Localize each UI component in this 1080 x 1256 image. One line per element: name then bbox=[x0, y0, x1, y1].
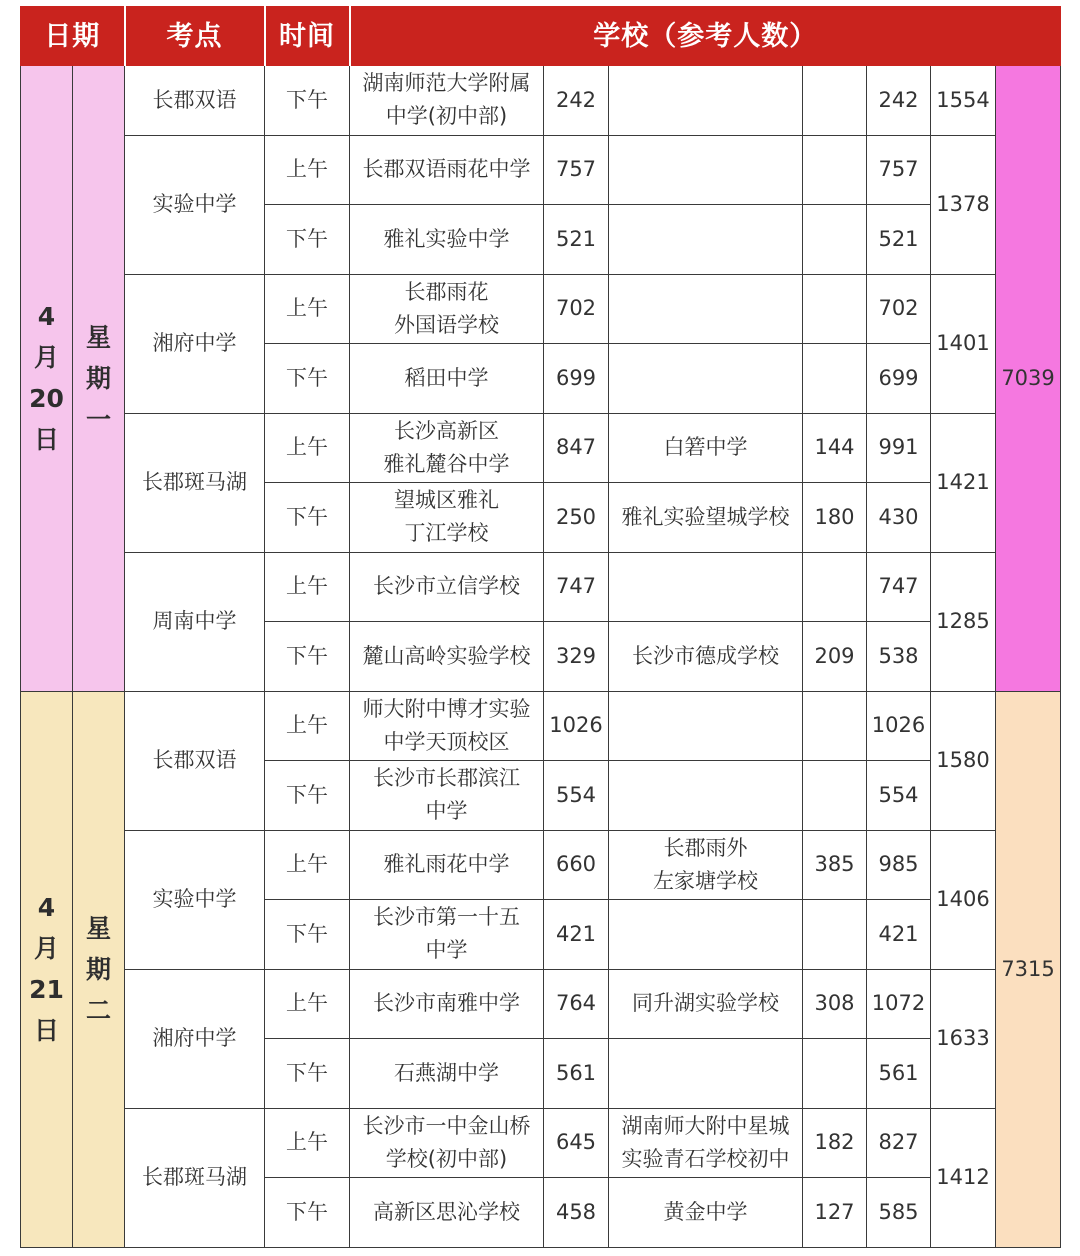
time-cell: 下午 bbox=[265, 900, 350, 970]
school1-cell bbox=[350, 1039, 544, 1109]
time-cell: 下午 bbox=[265, 622, 350, 692]
school1-cell-line: 长沙市立信学校 bbox=[373, 574, 520, 599]
row-sum-cell: 699 bbox=[867, 344, 931, 414]
school1-count-cell: 521 bbox=[544, 205, 609, 275]
day-total-cell: 7039 bbox=[996, 66, 1061, 692]
school2-count-cell: 385 bbox=[803, 830, 867, 900]
site-cell: 湘府中学 bbox=[125, 274, 265, 413]
school2-cell bbox=[609, 969, 803, 1039]
row-sum-cell: 747 bbox=[867, 552, 931, 622]
date-cell-line: 4 bbox=[37, 302, 56, 332]
row-sum-cell: 991 bbox=[867, 413, 931, 483]
school1-cell-line: 望城区雅礼 bbox=[394, 488, 499, 513]
school1-cell-line: 稻田中学 bbox=[404, 365, 489, 390]
table-row bbox=[21, 66, 1061, 136]
school2-cell bbox=[609, 691, 803, 761]
school2-cell bbox=[609, 761, 803, 831]
school2-cell-line: 同升湖实验学校 bbox=[632, 991, 779, 1016]
site-subtotal-cell: 1406 bbox=[931, 830, 996, 969]
school1-count-cell: 847 bbox=[544, 413, 609, 483]
time-cell: 下午 bbox=[265, 761, 350, 831]
date-cell-line: 月 bbox=[33, 934, 59, 963]
time-cell: 上午 bbox=[265, 413, 350, 483]
school2-cell-line: 雅礼实验望城学校 bbox=[621, 504, 790, 529]
school1-count-cell: 458 bbox=[544, 1178, 609, 1248]
school1-cell bbox=[350, 691, 544, 761]
school2-cell bbox=[609, 622, 803, 692]
school2-count-cell bbox=[803, 344, 867, 414]
table-row bbox=[21, 274, 1061, 344]
weekday-cell-line: 星 bbox=[85, 322, 111, 352]
time-cell: 上午 bbox=[265, 691, 350, 761]
time-cell: 下午 bbox=[265, 66, 350, 136]
date-cell-line: 4 bbox=[37, 893, 56, 922]
table-body bbox=[21, 66, 1061, 1248]
row-sum-cell: 554 bbox=[867, 761, 931, 831]
school2-count-cell: 127 bbox=[803, 1178, 867, 1248]
schedule-table-wrapper bbox=[20, 6, 1060, 1248]
row-sum-cell: 538 bbox=[867, 622, 931, 692]
school2-count-cell bbox=[803, 274, 867, 344]
row-sum-cell: 985 bbox=[867, 830, 931, 900]
school1-cell-line: 中学 bbox=[425, 799, 468, 824]
school2-cell bbox=[609, 1178, 803, 1248]
school2-cell-line: 湖南师大附中星城 bbox=[621, 1113, 790, 1138]
site-cell: 长郡斑马湖 bbox=[125, 413, 265, 552]
school1-cell bbox=[350, 1108, 544, 1178]
school1-cell-line: 长沙市长郡滨江 bbox=[373, 766, 520, 791]
site-cell: 湘府中学 bbox=[125, 969, 265, 1108]
school1-cell-line: 长郡双语雨花中学 bbox=[362, 157, 531, 182]
school1-cell bbox=[350, 969, 544, 1039]
school1-count-cell: 329 bbox=[544, 622, 609, 692]
school1-count-cell: 699 bbox=[544, 344, 609, 414]
time-cell: 下午 bbox=[265, 1178, 350, 1248]
time-cell: 上午 bbox=[265, 969, 350, 1039]
weekday-cell-line: 期 bbox=[85, 363, 111, 393]
school1-cell bbox=[350, 900, 544, 970]
school1-cell-line: 长沙市第一十五 bbox=[373, 905, 520, 930]
school2-count-cell bbox=[803, 66, 867, 136]
time-cell: 下午 bbox=[265, 205, 350, 275]
row-sum-cell: 757 bbox=[867, 135, 931, 205]
school1-cell-line: 丁江学校 bbox=[404, 521, 489, 546]
table-header-row bbox=[21, 7, 1061, 66]
school2-cell-line: 长沙市德成学校 bbox=[632, 643, 779, 668]
school1-cell-line: 长沙市南雅中学 bbox=[373, 991, 520, 1016]
site-subtotal-cell: 1378 bbox=[931, 135, 996, 274]
school2-cell bbox=[609, 1108, 803, 1178]
time-cell: 上午 bbox=[265, 135, 350, 205]
school2-cell-line: 黄金中学 bbox=[663, 1199, 748, 1224]
school2-count-cell: 144 bbox=[803, 413, 867, 483]
weekday-cell-line: 二 bbox=[85, 995, 111, 1025]
date-cell-line: 21 bbox=[29, 975, 64, 1004]
school2-cell bbox=[609, 274, 803, 344]
time-cell: 上午 bbox=[265, 830, 350, 900]
time-cell: 下午 bbox=[265, 1039, 350, 1109]
header-time: 时间 bbox=[265, 7, 350, 66]
school1-count-cell: 702 bbox=[544, 274, 609, 344]
header-school: 学校（参考人数） bbox=[350, 7, 1061, 66]
row-sum-cell: 521 bbox=[867, 205, 931, 275]
date-cell-line: 日 bbox=[33, 425, 59, 455]
school2-cell bbox=[609, 66, 803, 136]
school2-count-cell bbox=[803, 900, 867, 970]
header-site: 考点 bbox=[125, 7, 265, 66]
weekday-cell bbox=[73, 691, 125, 1247]
school2-cell bbox=[609, 1039, 803, 1109]
site-subtotal-cell: 1633 bbox=[931, 969, 996, 1108]
time-cell: 下午 bbox=[265, 483, 350, 553]
weekday-cell-line: 期 bbox=[85, 954, 111, 984]
school1-cell-line: 中学(初中部) bbox=[385, 104, 508, 129]
table-row bbox=[21, 830, 1061, 900]
date-cell-line: 月 bbox=[33, 343, 59, 373]
site-subtotal-cell: 1285 bbox=[931, 552, 996, 691]
school1-cell bbox=[350, 135, 544, 205]
row-sum-cell: 242 bbox=[867, 66, 931, 136]
school2-cell bbox=[609, 135, 803, 205]
weekday-cell bbox=[73, 66, 125, 692]
site-subtotal-cell: 1554 bbox=[931, 66, 996, 136]
time-cell: 上午 bbox=[265, 274, 350, 344]
weekday-cell-line: 一 bbox=[85, 404, 111, 434]
school1-cell bbox=[350, 830, 544, 900]
school1-cell-line: 中学 bbox=[425, 938, 468, 963]
school2-count-cell bbox=[803, 691, 867, 761]
school2-cell-line: 白箬中学 bbox=[663, 435, 748, 460]
school1-cell-line: 师大附中博才实验 bbox=[362, 696, 531, 721]
school1-cell bbox=[350, 552, 544, 622]
date-cell-line: 日 bbox=[33, 1016, 59, 1045]
site-cell: 长郡双语 bbox=[125, 691, 265, 830]
school2-count-cell bbox=[803, 552, 867, 622]
school1-cell-line: 长沙市一中金山桥 bbox=[362, 1113, 531, 1138]
date-cell bbox=[21, 66, 73, 692]
table-row bbox=[21, 1108, 1061, 1178]
day-total-cell: 7315 bbox=[996, 691, 1061, 1247]
school2-cell bbox=[609, 205, 803, 275]
exam-schedule-table bbox=[20, 6, 1061, 1248]
site-cell: 周南中学 bbox=[125, 552, 265, 691]
school1-cell bbox=[350, 66, 544, 136]
time-cell: 上午 bbox=[265, 552, 350, 622]
date-cell-line: 20 bbox=[29, 384, 64, 414]
school2-cell bbox=[609, 483, 803, 553]
school2-cell-line: 左家塘学校 bbox=[653, 868, 758, 893]
site-cell: 长郡斑马湖 bbox=[125, 1108, 265, 1247]
site-cell: 实验中学 bbox=[125, 830, 265, 969]
school1-cell-line: 雅礼麓谷中学 bbox=[383, 451, 510, 476]
school1-cell-line: 长郡雨花 bbox=[404, 279, 489, 304]
school2-count-cell: 209 bbox=[803, 622, 867, 692]
school1-cell-line: 雅礼雨花中学 bbox=[383, 852, 510, 877]
school2-cell bbox=[609, 344, 803, 414]
school1-cell bbox=[350, 483, 544, 553]
row-sum-cell: 585 bbox=[867, 1178, 931, 1248]
school2-cell-line: 实验青石学校初中 bbox=[621, 1146, 790, 1171]
site-subtotal-cell: 1412 bbox=[931, 1108, 996, 1247]
school1-count-cell: 554 bbox=[544, 761, 609, 831]
school2-count-cell: 308 bbox=[803, 969, 867, 1039]
table-row bbox=[21, 135, 1061, 205]
site-subtotal-cell: 1401 bbox=[931, 274, 996, 413]
school2-cell bbox=[609, 413, 803, 483]
school1-count-cell: 242 bbox=[544, 66, 609, 136]
school1-count-cell: 660 bbox=[544, 830, 609, 900]
school2-cell bbox=[609, 900, 803, 970]
school2-count-cell bbox=[803, 135, 867, 205]
school2-count-cell: 182 bbox=[803, 1108, 867, 1178]
site-cell: 长郡双语 bbox=[125, 66, 265, 136]
school1-count-cell: 250 bbox=[544, 483, 609, 553]
school1-cell bbox=[350, 413, 544, 483]
school2-count-cell bbox=[803, 761, 867, 831]
school2-count-cell: 180 bbox=[803, 483, 867, 553]
school1-cell bbox=[350, 205, 544, 275]
weekday-cell-line: 星 bbox=[85, 913, 111, 943]
school1-cell-line: 中学天顶校区 bbox=[383, 729, 510, 754]
school2-count-cell bbox=[803, 1039, 867, 1109]
row-sum-cell: 430 bbox=[867, 483, 931, 553]
row-sum-cell: 827 bbox=[867, 1108, 931, 1178]
school1-cell bbox=[350, 274, 544, 344]
school1-cell bbox=[350, 622, 544, 692]
school1-count-cell: 757 bbox=[544, 135, 609, 205]
site-cell: 实验中学 bbox=[125, 135, 265, 274]
row-sum-cell: 702 bbox=[867, 274, 931, 344]
row-sum-cell: 1072 bbox=[867, 969, 931, 1039]
school1-cell-line: 湖南师范大学附属 bbox=[362, 71, 531, 96]
table-row bbox=[21, 413, 1061, 483]
table-row bbox=[21, 691, 1061, 761]
school1-cell-line: 雅礼实验中学 bbox=[383, 226, 510, 251]
school1-cell-line: 麓山高岭实验学校 bbox=[362, 643, 531, 668]
school1-count-cell: 747 bbox=[544, 552, 609, 622]
school2-cell-line: 长郡雨外 bbox=[663, 835, 748, 860]
row-sum-cell: 1026 bbox=[867, 691, 931, 761]
header-date: 日期 bbox=[21, 7, 125, 66]
school1-count-cell: 421 bbox=[544, 900, 609, 970]
school1-cell-line: 石燕湖中学 bbox=[394, 1060, 499, 1085]
school1-count-cell: 561 bbox=[544, 1039, 609, 1109]
school1-cell-line: 学校(初中部) bbox=[385, 1146, 508, 1171]
row-sum-cell: 421 bbox=[867, 900, 931, 970]
time-cell: 下午 bbox=[265, 344, 350, 414]
site-subtotal-cell: 1580 bbox=[931, 691, 996, 830]
school1-cell bbox=[350, 761, 544, 831]
table-row bbox=[21, 552, 1061, 622]
school1-count-cell: 1026 bbox=[544, 691, 609, 761]
school2-cell bbox=[609, 552, 803, 622]
time-cell: 上午 bbox=[265, 1108, 350, 1178]
table-row bbox=[21, 969, 1061, 1039]
site-subtotal-cell: 1421 bbox=[931, 413, 996, 552]
row-sum-cell: 561 bbox=[867, 1039, 931, 1109]
school2-cell bbox=[609, 830, 803, 900]
school1-count-cell: 645 bbox=[544, 1108, 609, 1178]
school2-count-cell bbox=[803, 205, 867, 275]
school1-cell bbox=[350, 1178, 544, 1248]
school1-cell bbox=[350, 344, 544, 414]
school1-cell-line: 长沙高新区 bbox=[394, 418, 499, 443]
date-cell bbox=[21, 691, 73, 1247]
school1-cell-line: 高新区思沁学校 bbox=[373, 1199, 520, 1224]
school1-cell-line: 外国语学校 bbox=[394, 312, 499, 337]
school1-count-cell: 764 bbox=[544, 969, 609, 1039]
